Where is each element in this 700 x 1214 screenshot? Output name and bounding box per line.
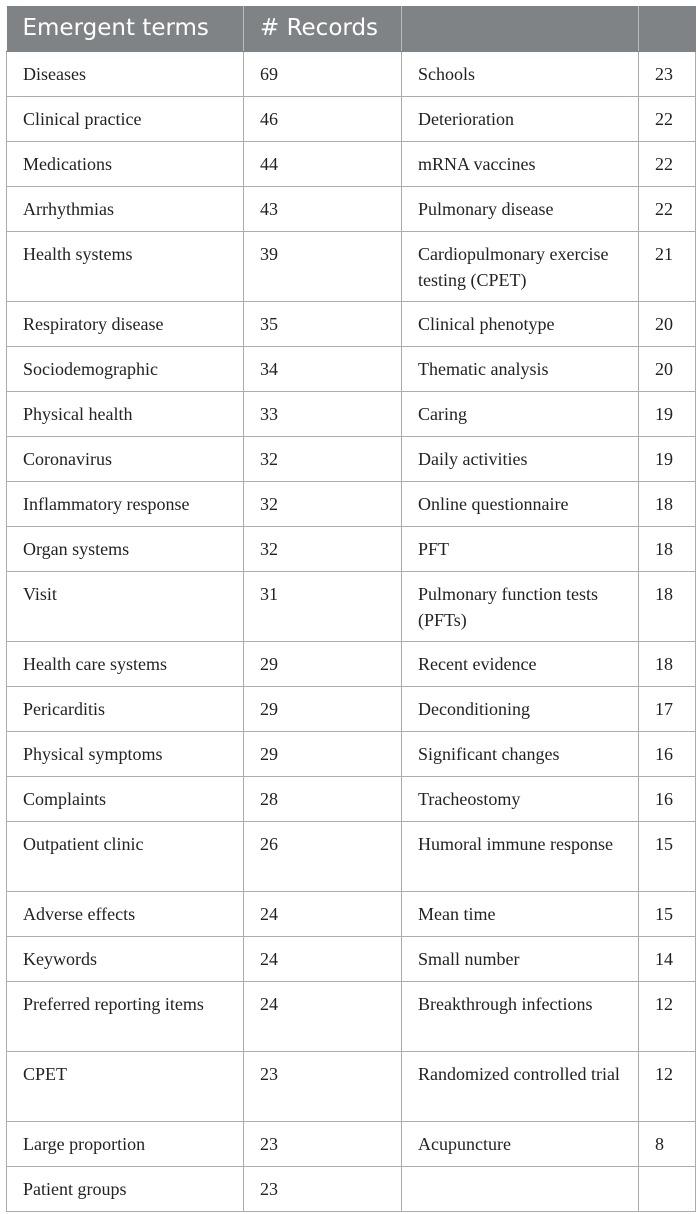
term-cell-right: Pulmonary disease	[402, 186, 639, 231]
records-cell-right: 8	[639, 1121, 696, 1166]
term-cell-right: Thematic analysis	[402, 346, 639, 391]
term-cell-right: PFT	[402, 526, 639, 571]
term-cell: Respiratory disease	[7, 301, 244, 346]
term-cell: Health systems	[7, 231, 244, 301]
table-row	[7, 436, 696, 481]
records-cell: 29	[244, 686, 402, 731]
table-row	[7, 391, 696, 436]
header-blank-term	[402, 6, 639, 51]
records-cell-right: 14	[639, 936, 696, 981]
records-cell-right: 22	[639, 96, 696, 141]
term-cell: Pericarditis	[7, 686, 244, 731]
table-body	[7, 51, 696, 1211]
term-cell: Inflammatory response	[7, 481, 244, 526]
records-cell-right: 20	[639, 301, 696, 346]
term-cell-right: Deconditioning	[402, 686, 639, 731]
records-cell-right: 18	[639, 526, 696, 571]
term-cell-right: Tracheostomy	[402, 776, 639, 821]
table-row	[7, 821, 696, 891]
table-row	[7, 641, 696, 686]
records-cell-right: 19	[639, 391, 696, 436]
term-cell-right: Pulmonary function tests (PFTs)	[402, 571, 639, 641]
term-cell: Visit	[7, 571, 244, 641]
term-cell-right: Significant changes	[402, 731, 639, 776]
term-cell: Organ systems	[7, 526, 244, 571]
header-records: # Records	[244, 6, 402, 51]
records-cell: 32	[244, 481, 402, 526]
term-cell: Health care systems	[7, 641, 244, 686]
table-row	[7, 481, 696, 526]
term-cell: Outpatient clinic	[7, 821, 244, 891]
term-cell-right: mRNA vaccines	[402, 141, 639, 186]
records-cell-right: 12	[639, 1051, 696, 1121]
table-row	[7, 231, 696, 301]
records-cell-right: 20	[639, 346, 696, 391]
records-cell: 29	[244, 731, 402, 776]
records-cell-right: 22	[639, 141, 696, 186]
table-row	[7, 1121, 696, 1166]
table-row	[7, 776, 696, 821]
header-row	[7, 6, 696, 51]
records-cell: 23	[244, 1051, 402, 1121]
records-cell-right: 17	[639, 686, 696, 731]
header-emergent-terms: Emergent terms	[7, 6, 244, 51]
term-cell: Arrhythmias	[7, 186, 244, 231]
term-cell-right: Caring	[402, 391, 639, 436]
table-row	[7, 96, 696, 141]
records-cell: 24	[244, 981, 402, 1051]
emergent-terms-table	[6, 6, 696, 1212]
header-blank-records	[639, 6, 696, 51]
term-cell: Adverse effects	[7, 891, 244, 936]
records-cell: 24	[244, 936, 402, 981]
term-cell: Sociodemographic	[7, 346, 244, 391]
records-cell: 44	[244, 141, 402, 186]
term-cell: CPET	[7, 1051, 244, 1121]
table-row	[7, 141, 696, 186]
records-cell-right: 16	[639, 731, 696, 776]
term-cell-right: Mean time	[402, 891, 639, 936]
records-cell-right: 23	[639, 51, 696, 96]
table-row	[7, 981, 696, 1051]
term-cell: Keywords	[7, 936, 244, 981]
table-row	[7, 526, 696, 571]
term-cell-right: Acupuncture	[402, 1121, 639, 1166]
records-cell: 33	[244, 391, 402, 436]
records-cell: 39	[244, 231, 402, 301]
records-cell: 23	[244, 1121, 402, 1166]
table-row	[7, 301, 696, 346]
term-cell-right: Daily activities	[402, 436, 639, 481]
table-row	[7, 1051, 696, 1121]
term-cell-right: Online questionnaire	[402, 481, 639, 526]
table-row	[7, 731, 696, 776]
records-cell: 29	[244, 641, 402, 686]
term-cell: Complaints	[7, 776, 244, 821]
records-cell: 32	[244, 526, 402, 571]
term-cell-right: Humoral immune response	[402, 821, 639, 891]
term-cell: Patient groups	[7, 1166, 244, 1211]
records-cell: 46	[244, 96, 402, 141]
term-cell-right: Randomized controlled trial	[402, 1051, 639, 1121]
term-cell: Medications	[7, 141, 244, 186]
term-cell: Diseases	[7, 51, 244, 96]
table-row	[7, 936, 696, 981]
term-cell-right: Breakthrough infections	[402, 981, 639, 1051]
term-cell-right: Small number	[402, 936, 639, 981]
term-cell-right: Schools	[402, 51, 639, 96]
table-header	[7, 6, 696, 51]
records-cell: 34	[244, 346, 402, 391]
records-cell: 32	[244, 436, 402, 481]
records-cell-right: 16	[639, 776, 696, 821]
records-cell-right: 18	[639, 641, 696, 686]
table-row	[7, 891, 696, 936]
records-cell-right: 15	[639, 891, 696, 936]
records-cell-right: 21	[639, 231, 696, 301]
table-row	[7, 1166, 696, 1211]
records-cell: 43	[244, 186, 402, 231]
term-cell: Clinical practice	[7, 96, 244, 141]
records-cell-right	[639, 1166, 696, 1211]
records-cell: 26	[244, 821, 402, 891]
term-cell: Physical symptoms	[7, 731, 244, 776]
table-row	[7, 686, 696, 731]
term-cell: Large proportion	[7, 1121, 244, 1166]
records-cell: 35	[244, 301, 402, 346]
table-row	[7, 186, 696, 231]
term-cell-right: Recent evidence	[402, 641, 639, 686]
term-cell-right: Cardiopulmonary exercise testing (CPET)	[402, 231, 639, 301]
term-cell-right	[402, 1166, 639, 1211]
records-cell-right: 18	[639, 571, 696, 641]
records-cell-right: 15	[639, 821, 696, 891]
table-row	[7, 346, 696, 391]
term-cell: Preferred reporting items	[7, 981, 244, 1051]
records-cell: 24	[244, 891, 402, 936]
records-cell: 28	[244, 776, 402, 821]
records-cell-right: 19	[639, 436, 696, 481]
records-cell: 31	[244, 571, 402, 641]
table-row	[7, 571, 696, 641]
table-row	[7, 51, 696, 96]
term-cell-right: Clinical phenotype	[402, 301, 639, 346]
records-cell-right: 22	[639, 186, 696, 231]
term-cell: Coronavirus	[7, 436, 244, 481]
term-cell-right: Deterioration	[402, 96, 639, 141]
records-cell-right: 18	[639, 481, 696, 526]
records-cell: 69	[244, 51, 402, 96]
term-cell: Physical health	[7, 391, 244, 436]
records-cell-right: 12	[639, 981, 696, 1051]
records-cell: 23	[244, 1166, 402, 1211]
